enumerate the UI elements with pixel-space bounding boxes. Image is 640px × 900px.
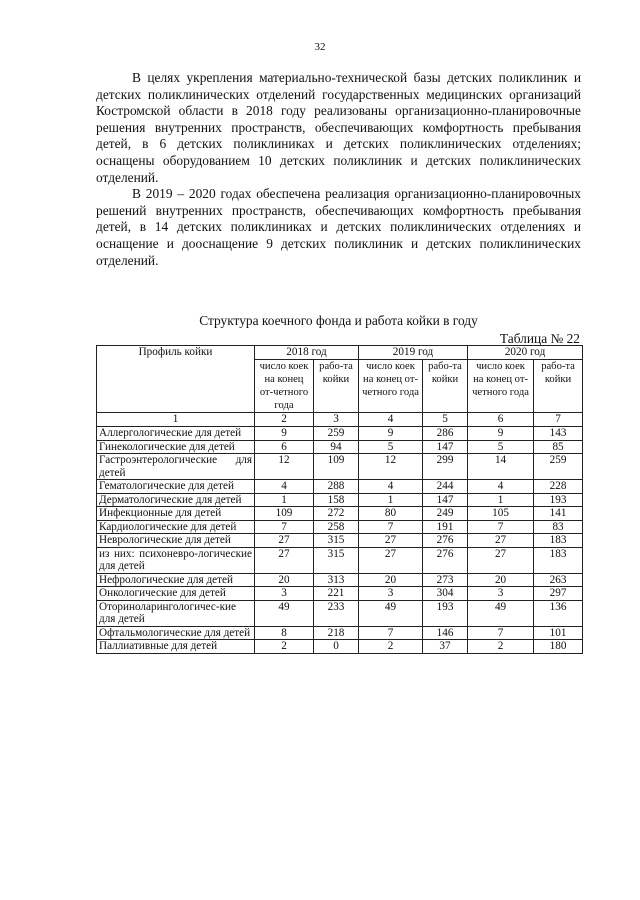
cell-work: 143 xyxy=(534,427,583,441)
cell-beds: 3 xyxy=(255,587,314,601)
cell-work: 141 xyxy=(534,507,583,521)
cell-beds: 7 xyxy=(359,520,423,534)
cell-work: 273 xyxy=(423,573,468,587)
cell-work: 244 xyxy=(423,480,468,494)
column-index: 1 xyxy=(97,413,255,427)
header-year: 2018 год xyxy=(255,346,359,360)
header-profile: Профиль койки xyxy=(97,346,255,413)
column-index: 5 xyxy=(423,413,468,427)
table-row xyxy=(97,547,583,573)
cell-work: 221 xyxy=(314,587,359,601)
cell-beds: 2 xyxy=(468,640,534,654)
row-profile: Инфекционные для детей xyxy=(97,507,255,521)
table-row xyxy=(97,587,583,601)
cell-work: 259 xyxy=(314,427,359,441)
table-row xyxy=(97,480,583,494)
table-label: Таблица № 22 xyxy=(499,331,580,346)
row-profile: Неврологические для детей xyxy=(97,534,255,548)
header-beds: число коек на конец от-четного года xyxy=(255,360,314,413)
row-profile: Гинекологические для детей xyxy=(97,440,255,454)
cell-beds: 8 xyxy=(255,626,314,640)
row-profile: Кардиологические для детей xyxy=(97,520,255,534)
cell-work: 193 xyxy=(534,493,583,507)
row-profile: Гастроэнтерологические для детей xyxy=(97,454,255,480)
cell-work: 147 xyxy=(423,493,468,507)
cell-beds: 27 xyxy=(255,534,314,548)
header-beds: число коек на конец от-четного года xyxy=(359,360,423,413)
cell-beds: 1 xyxy=(255,493,314,507)
cell-beds: 49 xyxy=(468,600,534,626)
cell-beds: 2 xyxy=(255,640,314,654)
cell-beds: 7 xyxy=(255,520,314,534)
cell-beds: 20 xyxy=(255,573,314,587)
row-profile: Нефрологические для детей xyxy=(97,573,255,587)
cell-work: 276 xyxy=(423,534,468,548)
cell-work: 94 xyxy=(314,440,359,454)
column-index: 4 xyxy=(359,413,423,427)
table-row xyxy=(97,427,583,441)
cell-work: 37 xyxy=(423,640,468,654)
cell-work: 299 xyxy=(423,454,468,480)
table-row xyxy=(97,507,583,521)
cell-work: 193 xyxy=(423,600,468,626)
cell-beds: 27 xyxy=(359,547,423,573)
cell-work: 315 xyxy=(314,534,359,548)
table-row xyxy=(97,600,583,626)
cell-work: 180 xyxy=(534,640,583,654)
body-text xyxy=(96,70,581,269)
cell-beds: 1 xyxy=(468,493,534,507)
row-profile: Аллергологические для детей xyxy=(97,427,255,441)
bed-fund-table xyxy=(96,345,583,654)
cell-work: 286 xyxy=(423,427,468,441)
cell-beds: 20 xyxy=(359,573,423,587)
table-row xyxy=(97,493,583,507)
row-profile: Гематологические для детей xyxy=(97,480,255,494)
cell-beds: 109 xyxy=(255,507,314,521)
cell-work: 258 xyxy=(314,520,359,534)
cell-beds: 3 xyxy=(359,587,423,601)
cell-beds: 5 xyxy=(468,440,534,454)
cell-beds: 2 xyxy=(359,640,423,654)
cell-work: 304 xyxy=(423,587,468,601)
header-work: рабо-та койки xyxy=(534,360,583,413)
row-profile: Онкологические для детей xyxy=(97,587,255,601)
cell-beds: 4 xyxy=(359,480,423,494)
cell-work: 183 xyxy=(534,547,583,573)
page-number: 32 xyxy=(314,41,326,53)
cell-beds: 6 xyxy=(255,440,314,454)
table-row xyxy=(97,573,583,587)
cell-beds: 7 xyxy=(359,626,423,640)
cell-work: 83 xyxy=(534,520,583,534)
cell-beds: 80 xyxy=(359,507,423,521)
cell-work: 297 xyxy=(534,587,583,601)
cell-work: 146 xyxy=(423,626,468,640)
cell-work: 315 xyxy=(314,547,359,573)
cell-beds: 27 xyxy=(468,547,534,573)
cell-beds: 5 xyxy=(359,440,423,454)
paragraph: В 2019 – 2020 годах обеспечена реализация организационно-планировочных решений внутренних пространств, обеспечивающих комфортность пребывания детей, в 14 детских поликлиниках и детских поликлинических отделениях и оснащение и дооснащение 9 детских поликлиник и детских поликлинических отделений. xyxy=(96,186,581,268)
cell-beds: 1 xyxy=(359,493,423,507)
cell-beds: 20 xyxy=(468,573,534,587)
table-body xyxy=(97,427,583,654)
cell-beds: 9 xyxy=(359,427,423,441)
cell-beds: 49 xyxy=(255,600,314,626)
row-profile: Паллиативные для детей xyxy=(97,640,255,654)
cell-beds: 105 xyxy=(468,507,534,521)
cell-work: 228 xyxy=(534,480,583,494)
cell-work: 136 xyxy=(534,600,583,626)
header-year: 2020 год xyxy=(468,346,583,360)
row-profile: Оториноларингологичес-кие для детей xyxy=(97,600,255,626)
header-year: 2019 год xyxy=(359,346,468,360)
cell-work: 276 xyxy=(423,547,468,573)
table-title: Структура коечного фонда и работа койки в году xyxy=(199,313,478,328)
cell-work: 191 xyxy=(423,520,468,534)
cell-work: 218 xyxy=(314,626,359,640)
cell-beds: 4 xyxy=(255,480,314,494)
table-row xyxy=(97,626,583,640)
row-profile: Дерматологические для детей xyxy=(97,493,255,507)
cell-beds: 3 xyxy=(468,587,534,601)
cell-beds: 4 xyxy=(468,480,534,494)
column-index: 7 xyxy=(534,413,583,427)
cell-beds: 12 xyxy=(255,454,314,480)
cell-beds: 14 xyxy=(468,454,534,480)
cell-work: 249 xyxy=(423,507,468,521)
header-beds: число коек на конец от-четного года xyxy=(468,360,534,413)
cell-work: 85 xyxy=(534,440,583,454)
cell-beds: 27 xyxy=(255,547,314,573)
table-row xyxy=(97,640,583,654)
cell-work: 109 xyxy=(314,454,359,480)
cell-beds: 7 xyxy=(468,520,534,534)
cell-work: 233 xyxy=(314,600,359,626)
row-profile: из них: психоневро-логические для детей xyxy=(97,547,255,573)
cell-work: 272 xyxy=(314,507,359,521)
cell-work: 313 xyxy=(314,573,359,587)
column-index: 2 xyxy=(255,413,314,427)
header-row-years xyxy=(97,346,583,360)
column-index: 6 xyxy=(468,413,534,427)
cell-work: 158 xyxy=(314,493,359,507)
row-profile: Офтальмологические для детей xyxy=(97,626,255,640)
cell-beds: 27 xyxy=(359,534,423,548)
header-work: рабо-та койки xyxy=(314,360,359,413)
column-index-row xyxy=(97,413,583,427)
table-row xyxy=(97,440,583,454)
cell-work: 0 xyxy=(314,640,359,654)
cell-beds: 12 xyxy=(359,454,423,480)
cell-beds: 9 xyxy=(468,427,534,441)
table-row xyxy=(97,520,583,534)
cell-beds: 27 xyxy=(468,534,534,548)
cell-work: 101 xyxy=(534,626,583,640)
cell-work: 263 xyxy=(534,573,583,587)
cell-work: 183 xyxy=(534,534,583,548)
paragraph: В целях укрепления материально-технической базы детских поликлиник и детских поликлинических отделений государственных медицинских организаций Костромской области в 2018 году реализованы организационно-планировочные решения внутренних пространств, обеспечивающих комфортность пребывания детей, в 6 детских поликлиниках и детских поликлинических отделениях; оснащены оборудованием 10 детских поликлиник и детских поликлинических отделений. xyxy=(96,70,581,185)
cell-beds: 9 xyxy=(255,427,314,441)
cell-beds: 7 xyxy=(468,626,534,640)
table-row xyxy=(97,454,583,480)
table-row xyxy=(97,534,583,548)
cell-beds: 49 xyxy=(359,600,423,626)
column-index: 3 xyxy=(314,413,359,427)
cell-work: 147 xyxy=(423,440,468,454)
cell-work: 288 xyxy=(314,480,359,494)
header-work: рабо-та койки xyxy=(423,360,468,413)
cell-work: 259 xyxy=(534,454,583,480)
